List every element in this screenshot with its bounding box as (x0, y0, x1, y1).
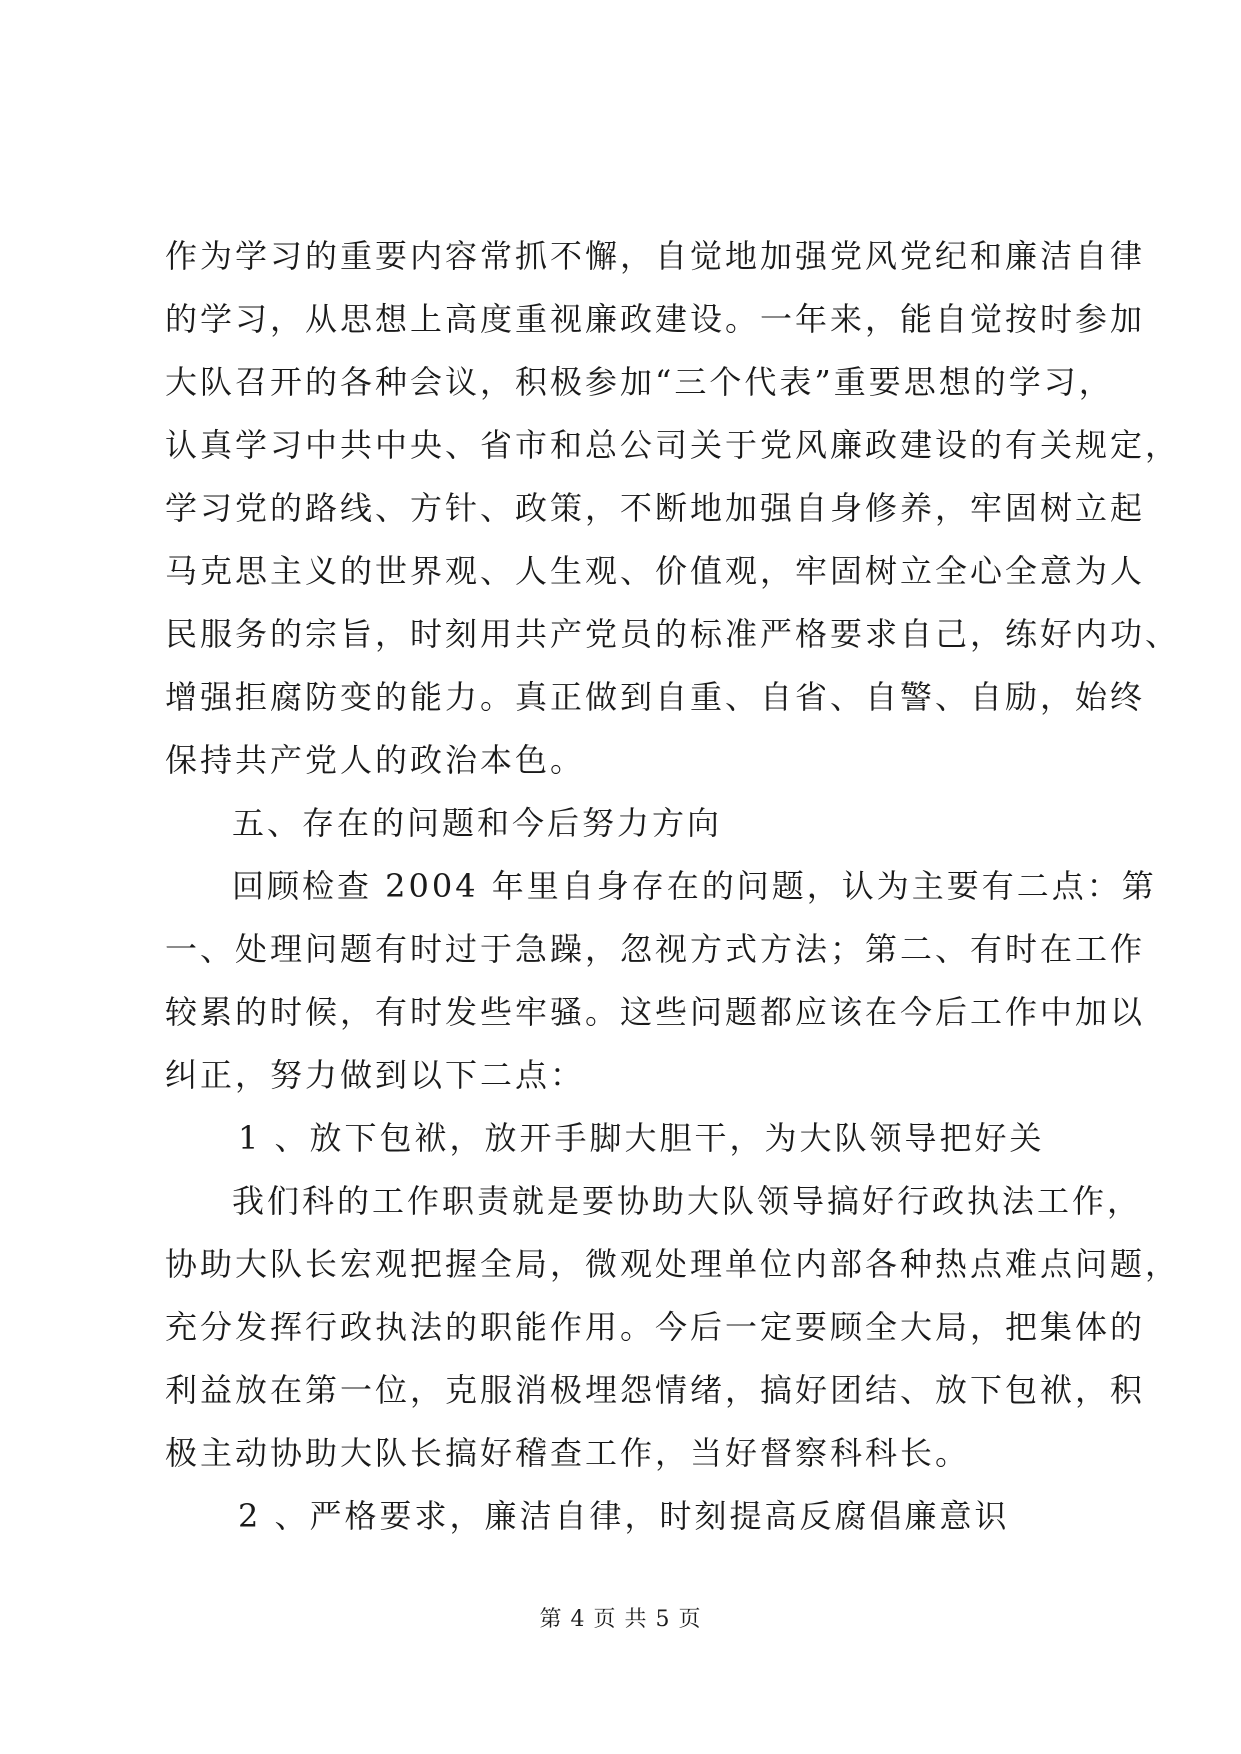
paragraph-line: 的学习，从思想上高度重视廉政建设。一年来，能自觉按时参加 (165, 300, 1146, 338)
paragraph-line: 回顾检查 2004 年里自身存在的问题，认为主要有二点：第 (232, 867, 1157, 905)
paragraph-line: 学习党的路线、方针、政策，不断地加强自身修养，牢固树立起 (165, 489, 1146, 527)
sub-heading: 2 、严格要求，廉洁自律，时刻提高反腐倡廉意识 (238, 1497, 1010, 1535)
paragraph-line: 一、处理问题有时过于急躁，忽视方式方法；第二、有时在工作 (165, 930, 1146, 968)
sub-heading: 1 、放下包袱，放开手脚大胆干，为大队领导把好关 (238, 1119, 1045, 1157)
paragraph-line: 协助大队长宏观把握全局，微观处理单位内部各种热点难点问题， (165, 1245, 1181, 1283)
paragraph-line: 纠正，努力做到以下二点： (165, 1056, 586, 1094)
section-heading: 五、存在的问题和今后努力方向 (232, 804, 723, 842)
paragraph-line: 增强拒腐防变的能力。真正做到自重、自省、自警、自励，始终 (165, 678, 1146, 716)
paragraph-line: 充分发挥行政执法的职能作用。今后一定要顾全大局，把集体的 (165, 1308, 1146, 1346)
paragraph-line: 马克思主义的世界观、人生观、价值观，牢固树立全心全意为人 (165, 552, 1146, 590)
paragraph-line: 较累的时候，有时发些牢骚。这些问题都应该在今后工作中加以 (165, 993, 1146, 1031)
page-number: 第 4 页 共 5 页 (539, 1607, 702, 1632)
paragraph-line: 作为学习的重要内容常抓不懈，自觉地加强党风党纪和廉洁自律 (165, 237, 1146, 275)
paragraph-line: 保持共产党人的政治本色。 (165, 741, 586, 779)
paragraph-line: 极主动协助大队长搞好稽查工作，当好督察科科长。 (165, 1434, 971, 1472)
paragraph-line: 大队召开的各种会议，积极参加“三个代表”重要思想的学习， (165, 363, 1114, 401)
paragraph-line: 民服务的宗旨，时刻用共产党员的标准严格要求自己，练好内功、 (165, 615, 1181, 653)
paragraph-line: 利益放在第一位，克服消极埋怨情绪，搞好团结、放下包袱，积 (165, 1371, 1146, 1409)
paragraph-line: 认真学习中共中央、省市和总公司关于党风廉政建设的有关规定， (165, 426, 1181, 464)
paragraph-line: 我们科的工作职责就是要协助大队领导搞好行政执法工作， (232, 1182, 1143, 1220)
